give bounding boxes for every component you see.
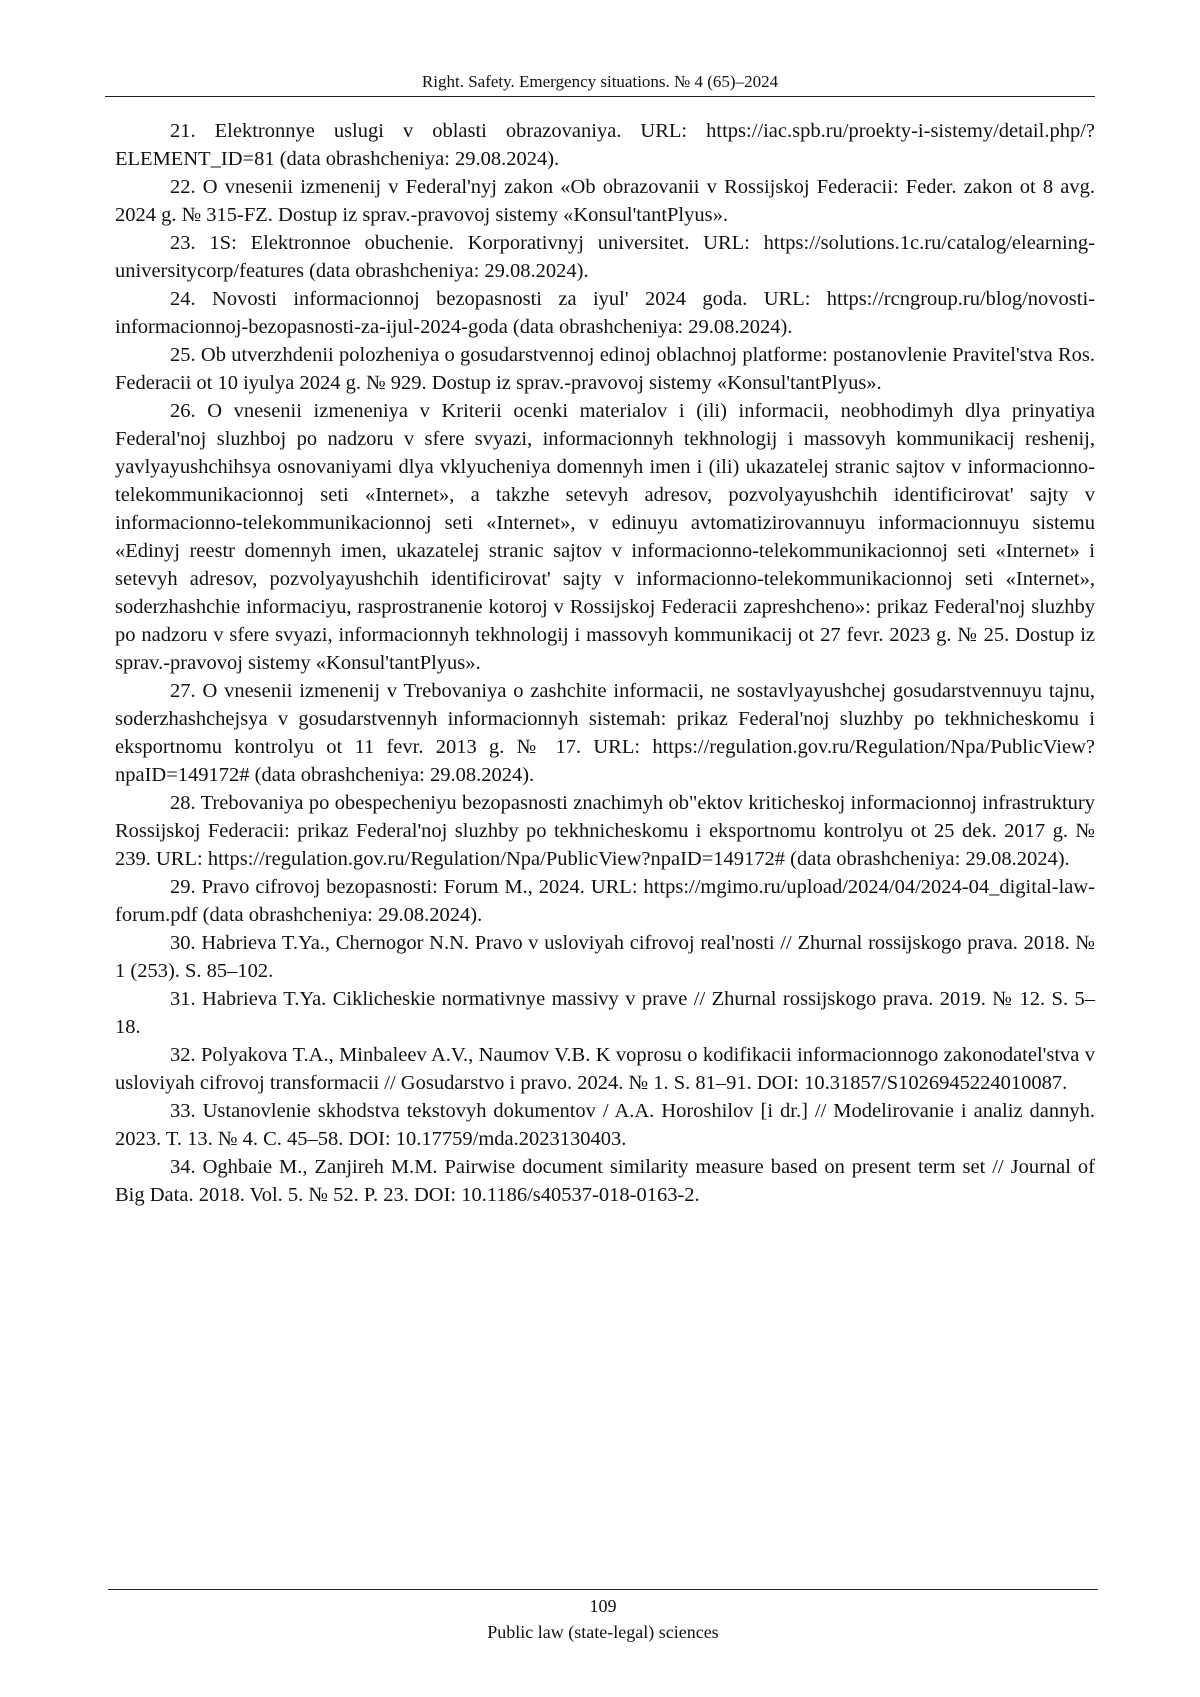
reference-27: 27. O vnesenii izmenenij v Trebovaniya o zashchite informacii, ne sostavlyayushchej gosudarstvennuyu tajnu, soderzhashchejsya v gosudarstvennyh informacionnyh sistemah: prikaz Federal'noj sluzhby po tekhnicheskomu i eksportnomu kontrolyu ot 11 fevr. 2013 g. № 17. URL: https://regulation.gov.ru/Regulation/Npa/PublicView?npaID=149172# (data obrashcheniya: 29.08.2024). (115, 680, 1095, 786)
reference-26: 26. O vnesenii izmeneniya v Kriterii ocenki materialov i (ili) informacii, neobhodimyh dlya prinyatiya Federal'noj sluzhboj po nadzoru v sfere svyazi, informacionnyh tekhnologij i massovyh kommunikacij reshenij, yavlyayushchihsya osnovaniyami dlya vklyucheniya domennyh imen i (ili) ukazatelej stranic sajtov v informacionno-telekommunikacionnoj seti «Internet», a takzhe setevyh adresov, pozvolyayushchih identificirovat' sajty v informacionno-telekommunikacionnoj seti «Internet», v edinuyu avtomatizirovannuyu informacionnuyu sistemu «Edinyj reestr domennyh imen, ukazatelej stranic sajtov v informacionno-telekommunikacionnoj seti «Internet» i setevyh adresov, pozvolyayushchih identificirovat' sajty v informacionno-telekommunikacionnoj seti «Internet», soderzhashchie informaciyu, rasprostranenie kotoroj v Rossijskoj Federacii zapreshcheno»: prikaz Federal'noj sluzhby po nadzoru v sfere svyazi, informacionnyh tekhnologij i massovyh kommunikacij ot 27 fevr. 2023 g. № 25. Dostup iz sprav.-pravovoj sistemy «Konsul'tantPlyus». (115, 400, 1095, 674)
reference-32: 32. Polyakova T.A., Minbaleev A.V., Naumov V.B. K voprosu o kodifikacii informacionnogo zakonodatel'stva v usloviyah cifrovoj transformacii // Gosudarstvo i pravo. 2024. № 1. S. 81–91. DOI: 10.31857/S1026945224010087. (115, 1044, 1095, 1094)
footer-rule (108, 1589, 1098, 1590)
header-rule (105, 96, 1095, 97)
reference-list (115, 117, 1095, 1209)
page-number: 109 (589, 1596, 617, 1616)
running-footer: Public law (state-legal) sciences (487, 1622, 719, 1642)
reference-21: 21. Elektronnye uslugi v oblasti obrazovaniya. URL: https://iac.spb.ru/proekty-i-sistemy/detail.php/?ELEMENT_ID=81 (data obrashcheniya: 29.08.2024). (115, 120, 1095, 170)
reference-34: 34. Oghbaie M., Zanjireh M.M. Pairwise document similarity measure based on present term set // Journal of Big Data. 2018. Vol. 5. № 52. P. 23. DOI: 10.1186/s40537-018-0163-2. (115, 1156, 1095, 1206)
reference-22: 22. O vnesenii izmenenij v Federal'nyj zakon «Ob obrazovanii v Rossijskoj Federacii: Feder. zakon ot 8 avg. 2024 g. № 315-FZ. Dostup iz sprav.-pravovoj sistemy «Konsul'tantPlyus». (115, 176, 1095, 226)
reference-29: 29. Pravo cifrovoj bezopasnosti: Forum M., 2024. URL: https://mgimo.ru/upload/2024/04/2024-04_digital-law-forum.pdf (data obrashcheniya: 29.08.2024). (115, 876, 1095, 926)
reference-30: 30. Habrieva T.Ya., Chernogor N.N. Pravo v usloviyah cifrovoj real'nosti // Zhurnal rossijskogo prava. 2018. № 1 (253). S. 85–102. (115, 932, 1095, 982)
reference-33: 33. Ustanovlenie skhodstva tekstovyh dokumentov / A.A. Horoshilov [i dr.] // Modelirovanie i analiz dannyh. 2023. T. 13. № 4. C. 45–58. DOI: 10.17759/mda.2023130403. (115, 1100, 1095, 1150)
reference-25: 25. Ob utverzhdenii polozheniya o gosudarstvennoj edinoj oblachnoj platforme: postanovlenie Pravitel'stva Ros. Federacii ot 10 iyulya 2024 g. № 929. Dostup iz sprav.-pravovoj sistemy «Konsul'tantPlyus». (115, 344, 1095, 394)
reference-24: 24. Novosti informacionnoj bezopasnosti za iyul' 2024 goda. URL: https://rcngroup.ru/blog/novosti-informacionnoj-bezopasnosti-za-ijul-2024-goda (data obrashcheniya: 29.08.2024). (115, 288, 1095, 338)
running-header: Right. Safety. Emergency situations. № 4 (65)–2024 (421, 72, 779, 91)
reference-31: 31. Habrieva T.Ya. Ciklicheskie normativnye massivy v prave // Zhurnal rossijskogo prava. 2019. № 12. S. 5–18. (115, 988, 1095, 1038)
reference-23: 23. 1S: Elektronnoe obuchenie. Korporativnyj universitet. URL: https://solutions.1c.ru/catalog/elearning-universitycorp/features (data obrashcheniya: 29.08.2024). (115, 232, 1095, 282)
reference-28: 28. Trebovaniya po obespecheniyu bezopasnosti znachimyh ob"ektov kriticheskoj informacionnoj infrastruktury Rossijskoj Federacii: prikaz Federal'noj sluzhby po tekhnicheskomu i eksportnomu kontrolyu ot 25 dek. 2017 g. № 239. URL: https://regulation.gov.ru/Regulation/Npa/PublicView?npaID=149172# (data obrashcheniya: 29.08.2024). (115, 792, 1095, 870)
